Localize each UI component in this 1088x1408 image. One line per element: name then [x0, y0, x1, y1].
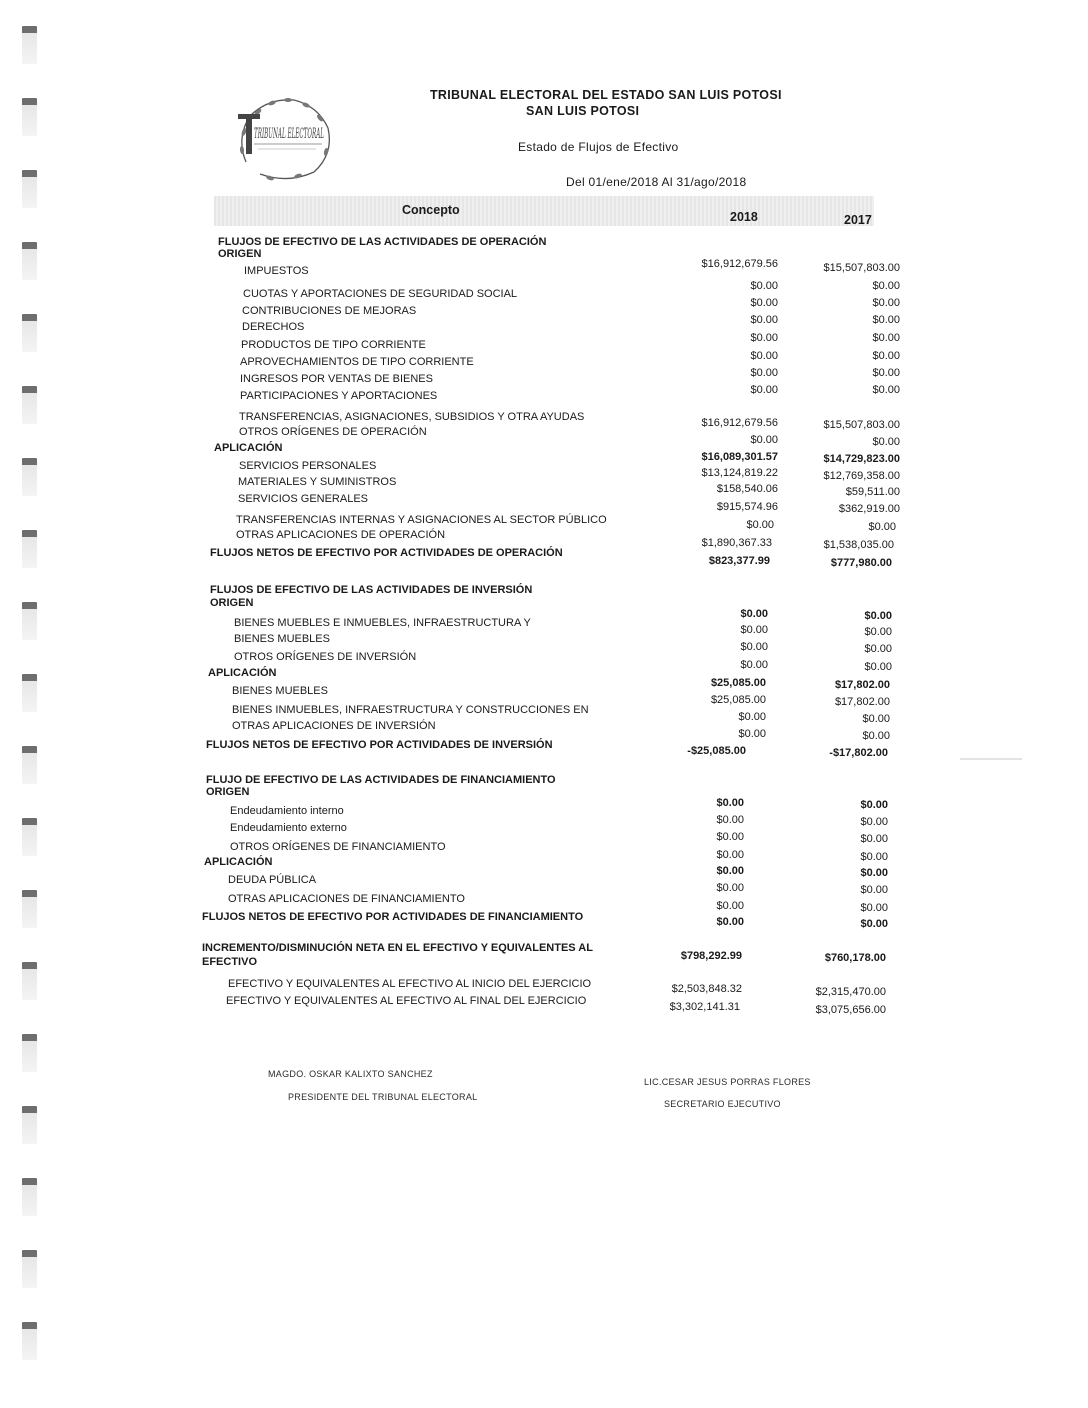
binder-hole — [22, 962, 37, 1000]
signature-left-title: PRESIDENTE DEL TRIBUNAL ELECTORAL — [288, 1092, 478, 1102]
binder-hole — [22, 1250, 37, 1288]
row-value-2017: $0.00 — [872, 350, 900, 362]
row-label: OTRAS APLICACIONES DE INVERSIÓN — [232, 720, 436, 732]
row-label: ORIGEN — [206, 786, 250, 798]
row-label: BIENES MUEBLES — [234, 633, 330, 645]
row-value-2018: $16,912,679.56 — [701, 258, 778, 270]
column-2018: 2018 — [730, 210, 758, 224]
binder-hole — [22, 1322, 37, 1360]
binder-hole — [22, 1034, 37, 1072]
row-label: Endeudamiento externo — [230, 822, 347, 834]
row-value-2018: $915,574.96 — [716, 501, 778, 513]
row-label: CUOTAS Y APORTACIONES DE SEGURIDAD SOCIAL — [243, 288, 518, 300]
binder-hole — [22, 242, 37, 280]
row-label: FLUJOS NETOS DE EFECTIVO POR ACTIVIDADES DE FINANCIAMIENTO — [202, 911, 584, 923]
row-value-2018: $1,890,367.33 — [701, 537, 772, 549]
row-label: BIENES MUEBLES E INMUEBLES, INFRAESTRUCTURA Y — [234, 617, 531, 629]
row-label: OTROS ORÍGENES DE OPERACIÓN — [239, 426, 427, 438]
row-value-2018: $0.00 — [746, 519, 774, 531]
row-value-2017: $0.00 — [872, 332, 900, 344]
row-label: MATERIALES Y SUMINISTROS — [238, 476, 397, 488]
row-label: CONTRIBUCIONES DE MEJORAS — [242, 305, 417, 317]
row-label: ORIGEN — [218, 248, 262, 260]
row-value-2018: $0.00 — [716, 900, 744, 912]
row-label: OTRAS APLICACIONES DE FINANCIAMIENTO — [228, 893, 465, 905]
binder-hole — [22, 1178, 37, 1216]
row-value-2017: $0.00 — [860, 833, 888, 845]
row-value-2018: $0.00 — [750, 332, 778, 344]
row-value-2018: $16,912,679.56 — [701, 417, 778, 429]
row-value-2017: $2,315,470.00 — [815, 986, 886, 998]
row-label: EFECTIVO Y EQUIVALENTES AL EFECTIVO AL FINAL DEL EJERCICIO — [226, 995, 587, 1007]
row-value-2018: $0.00 — [750, 314, 778, 326]
row-value-2018: $0.00 — [716, 882, 744, 894]
row-label: APLICACIÓN — [214, 442, 283, 454]
row-label: INGRESOS POR VENTAS DE BIENES — [240, 373, 433, 385]
row-value-2018: $0.00 — [716, 849, 744, 861]
binder-hole — [22, 890, 37, 928]
row-label: DERECHOS — [242, 321, 305, 333]
column-concept: Concepto — [402, 203, 460, 217]
row-value-2017: $59,511.00 — [845, 486, 900, 498]
logo-text: TRIBUNAL ELECTORAL — [254, 126, 324, 142]
row-value-2017: $0.00 — [872, 384, 900, 396]
row-value-2017: -$17,802.00 — [829, 747, 888, 759]
row-value-2018: $0.00 — [716, 831, 744, 843]
row-value-2018: $823,377.99 — [708, 555, 770, 567]
row-value-2018: $0.00 — [740, 659, 768, 671]
row-value-2017: $3,075,656.00 — [815, 1004, 886, 1016]
binder-hole — [22, 170, 37, 208]
row-label: FLUJOS DE EFECTIVO DE LAS ACTIVIDADES DE INVERSIÓN — [210, 584, 533, 596]
row-value-2017: $0.00 — [872, 314, 900, 326]
row-label: APROVECHAMIENTOS DE TIPO CORRIENTE — [240, 356, 474, 368]
row-value-2017: $0.00 — [862, 713, 890, 725]
row-label: FLUJOS NETOS DE EFECTIVO POR ACTIVIDADES DE INVERSIÓN — [206, 739, 553, 751]
row-label: FLUJOS NETOS DE EFECTIVO POR ACTIVIDADES DE OPERACIÓN — [210, 547, 563, 559]
row-label: IMPUESTOS — [244, 265, 309, 277]
row-value-2018: $0.00 — [750, 367, 778, 379]
row-label: TRANSFERENCIAS, ASIGNACIONES, SUBSIDIOS Y OTRA AYUDAS — [239, 411, 585, 423]
row-label: FLUJO DE EFECTIVO DE LAS ACTIVIDADES DE FINANCIAMIENTO — [206, 774, 556, 786]
row-value-2018: $0.00 — [738, 728, 766, 740]
row-value-2017: $0.00 — [860, 867, 888, 879]
header-period: Del 01/ene/2018 Al 31/ago/2018 — [566, 175, 747, 189]
row-value-2017: $0.00 — [860, 851, 888, 863]
row-value-2017: $0.00 — [864, 610, 892, 622]
binder-hole — [22, 458, 37, 496]
binder-holes — [22, 0, 40, 1408]
row-label: OTROS ORÍGENES DE FINANCIAMIENTO — [230, 841, 446, 853]
row-value-2018: $0.00 — [740, 641, 768, 653]
row-label: DEUDA PÚBLICA — [228, 874, 317, 886]
row-value-2017: $0.00 — [860, 902, 888, 914]
row-label: TRANSFERENCIAS INTERNAS Y ASIGNACIONES AL SECTOR PÚBLICO — [236, 514, 607, 526]
row-value-2017: $0.00 — [860, 799, 888, 811]
row-label: INCREMENTO/DISMINUCIÓN NETA EN EL EFECTIVO Y EQUIVALENTES AL EFECTIVO — [202, 942, 593, 968]
binder-hole — [22, 98, 37, 136]
row-value-2018: $0.00 — [716, 865, 744, 877]
row-label: PRODUCTOS DE TIPO CORRIENTE — [241, 339, 426, 351]
row-label: Endeudamiento interno — [230, 805, 344, 817]
row-value-2017: $12,769,358.00 — [823, 470, 900, 482]
row-value-2017: $0.00 — [860, 816, 888, 828]
row-value-2018: $158,540.06 — [716, 483, 778, 495]
row-label: SERVICIOS GENERALES — [238, 493, 369, 505]
binder-hole — [22, 1106, 37, 1144]
row-value-2017: $777,980.00 — [830, 557, 892, 569]
row-value-2017: $0.00 — [860, 918, 888, 930]
row-value-2018: $0.00 — [750, 350, 778, 362]
binder-hole — [22, 818, 37, 856]
row-label: APLICACIÓN — [204, 856, 273, 868]
signature-left-name: MAGDO. OSKAR KALIXTO SANCHEZ — [268, 1069, 433, 1079]
row-value-2018: $25,085.00 — [710, 694, 766, 706]
row-value-2017: $0.00 — [872, 367, 900, 379]
signature-right-name: LIC.CESAR JESUS PORRAS FLORES — [644, 1077, 811, 1087]
row-label: OTRAS APLICACIONES DE OPERACIÓN — [236, 529, 446, 541]
binder-hole — [22, 26, 37, 64]
row-value-2017: $0.00 — [872, 280, 900, 292]
signature-right-title: SECRETARIO EJECUTIVO — [664, 1099, 781, 1109]
row-label: FLUJOS DE EFECTIVO DE LAS ACTIVIDADES DE OPERACIÓN — [218, 236, 547, 248]
row-value-2017: $0.00 — [860, 884, 888, 896]
binder-hole — [22, 530, 37, 568]
binder-hole — [22, 314, 37, 352]
header-statement: Estado de Flujos de Efectivo — [518, 140, 679, 154]
row-value-2018: $0.00 — [740, 624, 768, 636]
row-value-2018: -$25,085.00 — [687, 745, 746, 757]
row-label: SERVICIOS PERSONALES — [239, 460, 377, 472]
row-label: EFECTIVO Y EQUIVALENTES AL EFECTIVO AL INICIO DEL EJERCICIO — [228, 978, 592, 990]
row-value-2018: $0.00 — [716, 797, 744, 809]
row-value-2017: $0.00 — [872, 297, 900, 309]
row-value-2018: $0.00 — [716, 916, 744, 928]
row-value-2017: $14,729,823.00 — [823, 453, 900, 465]
column-header — [214, 196, 874, 226]
binder-hole — [22, 746, 37, 784]
row-value-2017: $0.00 — [872, 436, 900, 448]
row-value-2017: $0.00 — [864, 643, 892, 655]
row-value-2017: $0.00 — [864, 661, 892, 673]
header-org: TRIBUNAL ELECTORAL DEL ESTADO SAN LUIS POTOSI — [430, 88, 782, 102]
row-value-2018: $0.00 — [750, 434, 778, 446]
row-value-2018: $0.00 — [750, 297, 778, 309]
row-label: OTROS ORÍGENES DE INVERSIÓN — [234, 651, 417, 663]
row-value-2018: $3,302,141.31 — [669, 1001, 740, 1013]
row-label: BIENES INMUEBLES, INFRAESTRUCTURA Y CONSTRUCCIONES EN — [232, 704, 589, 716]
row-value-2017: $17,802.00 — [834, 696, 890, 708]
row-value-2018: $798,292.99 — [680, 950, 742, 962]
row-value-2017: $0.00 — [868, 521, 896, 533]
row-value-2018: $25,085.00 — [710, 677, 766, 689]
row-value-2018: $0.00 — [750, 280, 778, 292]
row-value-2017: $760,178.00 — [824, 952, 886, 964]
row-value-2018: $13,124,819.22 — [701, 467, 778, 479]
row-value-2018: $2,503,848.32 — [671, 983, 742, 995]
row-label: PARTICIPACIONES Y APORTACIONES — [240, 390, 438, 402]
binder-hole — [22, 674, 37, 712]
row-value-2017: $0.00 — [862, 730, 890, 742]
row-value-2018: $0.00 — [738, 711, 766, 723]
row-value-2017: $15,507,803.00 — [823, 262, 900, 274]
row-label: BIENES MUEBLES — [232, 685, 328, 697]
binder-hole — [22, 386, 37, 424]
binder-hole — [22, 602, 37, 640]
row-label: ORIGEN — [210, 597, 254, 609]
row-value-2017: $17,802.00 — [834, 679, 890, 691]
header-state: SAN LUIS POTOSI — [526, 104, 640, 118]
row-value-2017: $1,538,035.00 — [823, 539, 894, 551]
row-value-2018: $0.00 — [716, 814, 744, 826]
row-value-2018: $16,089,301.57 — [701, 451, 778, 463]
scan-mark — [960, 758, 1022, 760]
row-value-2018: $0.00 — [750, 384, 778, 396]
row-label: APLICACIÓN — [208, 667, 277, 679]
row-value-2017: $0.00 — [864, 626, 892, 638]
row-value-2018: $0.00 — [740, 608, 768, 620]
row-value-2017: $15,507,803.00 — [823, 419, 900, 431]
tribunal-logo — [228, 92, 338, 184]
row-value-2017: $362,919.00 — [838, 503, 900, 515]
column-2017: 2017 — [844, 213, 872, 227]
